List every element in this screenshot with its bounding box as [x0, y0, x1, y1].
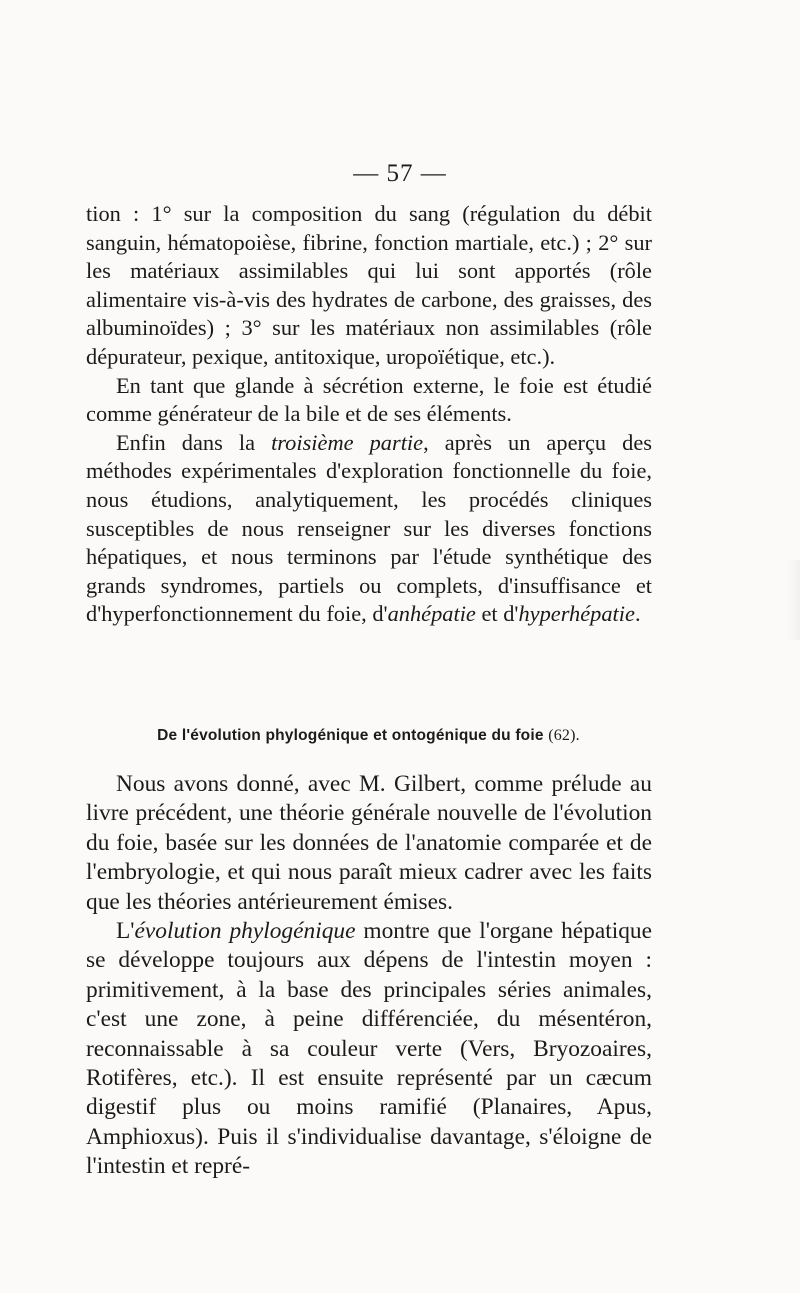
page-edge-shadow — [786, 560, 800, 640]
section-heading — [0, 727, 737, 745]
paragraph-third-part — [86, 429, 652, 629]
page-number: — 57 — — [353, 160, 447, 187]
paragraph-third-part-text-f: et — [475, 601, 504, 627]
body-text-lower — [86, 770, 652, 1182]
italic-anhepatie: anhépatie — [387, 601, 476, 627]
section-heading-title: De l'évolution phylogénique et ontogénique du foie — [157, 727, 544, 744]
paragraph-functions: tion : 1° sur la composition du sang (régulation du débit sanguin, hématopoièse, fibrine, fonction martiale, etc.) ; 2° sur les matériaux assimilables qui lui sont apportés (rôle alimentaire vis-à-vis des hydrates de carbone, des graisses, des albuminoïdes) ; 3° sur les matériaux non assimilables (rôle dépurateur, pexique, antitoxique, uropoïétique, etc.). — [86, 201, 652, 369]
paragraph-third-part-text-i: . — [634, 601, 641, 627]
paragraph-third-part-text-g: d' — [503, 601, 519, 627]
paragraph-third-part-text-c: , après un aperçu des méthodes expérimentales d'exploration fonctionnelle du foie, nous étudions, analytiquement, les procédés cliniques susceptibles de nous renseigner sur les diverses fonctions hépatiques, et nous terminons par l'étude synthétique des grands syndromes, partiels ou complets, d'insuffisance et d'hyperfonctionnement du foie, — [86, 429, 652, 627]
paragraph-phylogenic-evolution — [86, 917, 652, 1182]
italic-phylogenic-evolution: évolution phylogénique — [134, 918, 356, 945]
italic-third-part: troisième partie — [271, 429, 424, 455]
section-heading-reference: (62). — [548, 727, 580, 744]
body-text-upper — [86, 200, 652, 629]
paragraph-prelude: Nous avons donné, avec M. Gilbert, comme prélude au livre précédent, une théorie générale nouvelle de l'évolution du foie, basée sur les données de l'anatomie comparée et de l'embryologie, et qui nous paraît mieux cadrer avec les faits que les théories antérieurement émises. — [86, 771, 652, 915]
italic-hyperhepatie: hyperhépatie — [518, 601, 635, 627]
paragraph-external-secretion: En tant que glande à sécrétion externe, le foie est étudié comme générateur de la bile et de ses éléments. — [86, 372, 652, 427]
paragraph-phylogenic-text-a: L' — [116, 918, 135, 945]
paragraph-phylogenic-text-c: montre que l'organe hépatique se développe toujours aux dépens de l'intestin moyen : primitivement, à la base des principales séries animales, c'est une zone, à peine différenciée, du mésentéron, reconnaissable à sa couleur verte (Vers, Bryozoaires, Rotifères, etc.). Il est ensuite représenté par un cæcum digestif plus ou moins ramifié (Planaires, Apus, Amphioxus). Puis il s'individualise davantage, s'éloigne de l'intestin et repré- — [86, 918, 652, 1180]
paragraph-third-part-text-a: Enfin dans la — [116, 429, 272, 455]
paragraph-third-part-text-d: d' — [372, 601, 388, 627]
